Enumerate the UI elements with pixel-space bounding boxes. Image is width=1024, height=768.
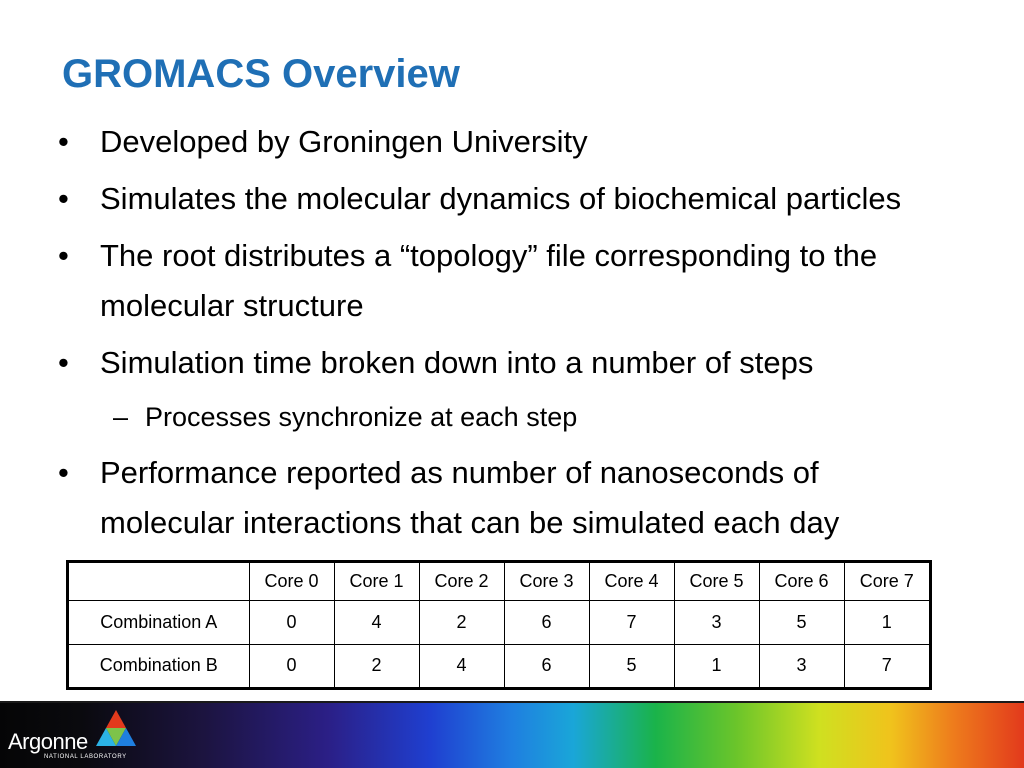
table-header-cell: Core 5	[674, 563, 759, 600]
bullet-continuation	[100, 281, 1000, 331]
table-cell: 1	[844, 600, 929, 644]
table-cell: 7	[589, 600, 674, 644]
bullet-text: Developed by Groningen University	[100, 124, 588, 159]
table-row	[69, 644, 929, 687]
argonne-triangle-icon	[94, 708, 138, 748]
bullet-item	[58, 117, 1000, 167]
bullet-marker: •	[58, 238, 69, 273]
table-cell: 6	[504, 644, 589, 687]
table-header-cell: Core 0	[249, 563, 334, 600]
bullet-marker: •	[58, 345, 69, 380]
bullet-item	[58, 174, 1000, 224]
table-cell: 4	[334, 600, 419, 644]
table-row	[69, 600, 929, 644]
argonne-logo	[8, 708, 138, 764]
table-header-row	[69, 563, 929, 600]
bullet-item	[58, 448, 1000, 498]
table-cell: 5	[759, 600, 844, 644]
table-header-cell	[69, 563, 249, 600]
table-cell: 5	[589, 644, 674, 687]
table-cell: 0	[249, 600, 334, 644]
table-cell: 3	[674, 600, 759, 644]
sub-bullet-text: Processes synchronize at each step	[145, 402, 578, 432]
bullet-marker: •	[58, 455, 69, 490]
table-header-cell: Core 2	[419, 563, 504, 600]
bullet-marker: •	[58, 124, 69, 159]
logo-subtitle: NATIONAL LABORATORY	[44, 754, 127, 760]
row-label: Combination A	[69, 600, 249, 644]
sub-bullet-marker: –	[113, 402, 129, 432]
table-cell: 0	[249, 644, 334, 687]
table-cell: 1	[674, 644, 759, 687]
bullet-item	[58, 338, 1000, 388]
footer-spectrum-bar	[0, 703, 1024, 768]
table-cell: 2	[334, 644, 419, 687]
core-mapping-table	[66, 560, 932, 690]
row-label: Combination B	[69, 644, 249, 687]
table-cell: 2	[419, 600, 504, 644]
bullet-text: Simulates the molecular dynamics of biochemical particles	[100, 181, 902, 216]
logo-name: Argonne	[8, 729, 88, 754]
table-cell: 3	[759, 644, 844, 687]
bullet-text: molecular structure	[100, 288, 364, 323]
bullet-text: Performance reported as number of nanoseconds of	[100, 455, 819, 490]
table-cell: 6	[504, 600, 589, 644]
sub-bullet-item	[113, 399, 1005, 435]
bullet-marker: •	[58, 181, 69, 216]
table-cell: 7	[844, 644, 929, 687]
mapping-table	[69, 563, 929, 687]
bullet-text: molecular interactions that can be simulated each day	[100, 505, 840, 540]
bullet-item	[58, 231, 1000, 281]
bullet-text: Simulation time broken down into a number of steps	[100, 345, 814, 380]
slide-title: GROMACS Overview	[62, 52, 460, 96]
table-header-cell: Core 4	[589, 563, 674, 600]
bullet-continuation	[100, 498, 1000, 548]
table-header-cell: Core 7	[844, 563, 929, 600]
table-cell: 4	[419, 644, 504, 687]
table-header-cell: Core 6	[759, 563, 844, 600]
bullet-text: The root distributes a “topology” file corresponding to the	[100, 238, 878, 273]
table-header-cell: Core 1	[334, 563, 419, 600]
table-header-cell: Core 3	[504, 563, 589, 600]
